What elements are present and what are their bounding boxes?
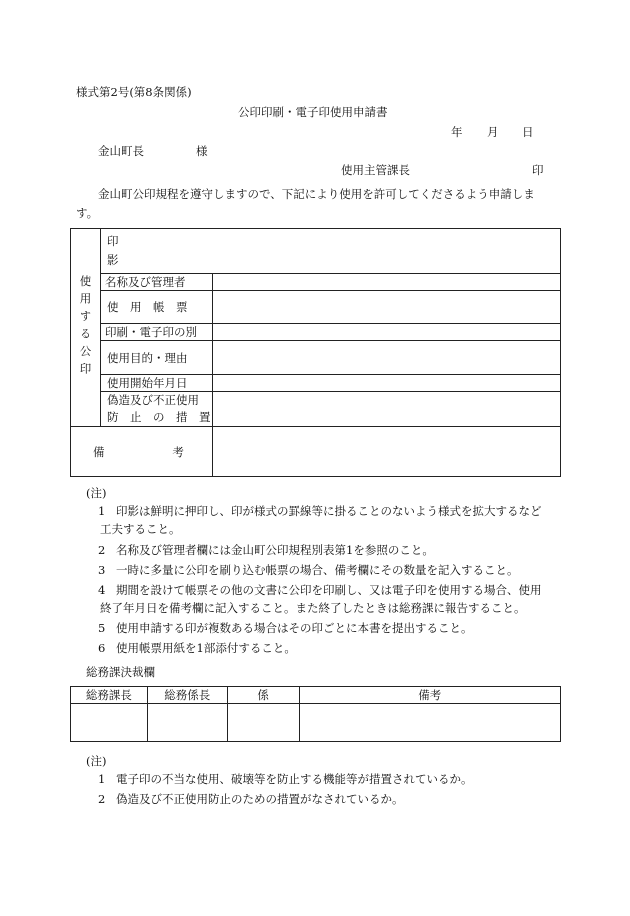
approval-cell-section-chief[interactable] (147, 704, 227, 742)
approval-table (70, 686, 561, 742)
row-label-name-manager: 名称及び管理者 (104, 275, 186, 289)
note-text: 名称及び管理者欄には金山町公印規程別表第1を参照のこと。 (116, 543, 434, 557)
date-year: 年 (451, 125, 463, 139)
applicant-seal: 印 (532, 163, 544, 177)
row-label-cell (100, 274, 212, 291)
remarks-label-1: 備 (93, 444, 105, 459)
start-date-field[interactable] (212, 375, 560, 392)
intro-line-2: す。 (76, 206, 99, 220)
row-label-cell (100, 375, 212, 392)
approval-cell-staff[interactable] (227, 704, 299, 742)
remarks-label-cell (71, 427, 213, 477)
side-label-cell (71, 229, 101, 427)
notes2-label: (注) (86, 754, 107, 768)
date-month: 月 (487, 125, 499, 139)
approval-header: 総務課長 (71, 687, 148, 704)
approval-label: 総務課決裁欄 (86, 665, 155, 679)
purpose-field[interactable] (212, 341, 560, 375)
note-text: 使用帳票用紙を1部添付すること。 (116, 641, 296, 655)
addressee-name: 金山町長 (98, 144, 144, 158)
seal-impression-label-1: 印 (106, 234, 119, 248)
remarks-field[interactable] (212, 427, 560, 477)
note-text: 使用申請する印が複数ある場合はその印ごとに本書を提出すること。 (116, 621, 473, 635)
row-label-forms: 使 用 帳 票 (106, 300, 188, 314)
approval-header: 総務係長 (147, 687, 227, 704)
note-number: 2 (98, 543, 106, 557)
seal-impression-field[interactable] (212, 229, 560, 274)
note-text: 電子印の不当な使用、破壊等を防止する機能等が措置されているか。 (116, 772, 473, 786)
note-number: 1 (98, 504, 106, 518)
row-label-prevention-2: 防 止 の 措 置 (106, 410, 211, 424)
note-text: 偽造及び不正使用防止のための措置がなされているか。 (116, 792, 404, 806)
row-label-cell (100, 392, 212, 427)
row-label-cell (100, 291, 212, 324)
approval-header: 係 (227, 687, 299, 704)
print-type-field[interactable] (212, 324, 560, 341)
application-table (70, 228, 561, 477)
notes1-list (86, 502, 556, 657)
prevention-field[interactable] (212, 392, 560, 427)
row-label-start-date: 使用開始年月日 (106, 376, 188, 390)
remarks-label-2: 考 (172, 444, 184, 459)
side-label: 使用する公印 (78, 275, 93, 380)
note-number: 1 (98, 772, 106, 786)
row-label-purpose: 使用目的・理由 (106, 350, 188, 365)
notes2-list (86, 770, 556, 808)
row-label-cell (100, 324, 212, 341)
note-number: 2 (98, 792, 106, 806)
addressee-honorific: 様 (196, 144, 208, 158)
row-label-print-type: 印刷・電子印の別 (104, 325, 197, 339)
name-manager-field[interactable] (212, 274, 560, 291)
seal-impression-label-cell (100, 229, 212, 274)
note-text: 期間を設けて帳票その他の文書に公印を印刷し、又は電子印を使用する場合、使用 (116, 583, 542, 597)
approval-cell-remarks[interactable] (299, 704, 560, 742)
note-number: 4 (98, 583, 106, 597)
row-label-prevention-1: 偽造及び不正使用 (106, 393, 199, 407)
note-cont: 終了年月日を備考欄に記入すること。また終了したときは総務課に報告すること。 (100, 601, 526, 615)
note-number: 5 (98, 621, 106, 635)
seal-impression-label-2: 影 (106, 253, 119, 267)
approval-header: 備考 (299, 687, 560, 704)
note-number: 6 (98, 641, 106, 655)
row-label-cell (100, 341, 212, 375)
approval-cell-chief[interactable] (71, 704, 148, 742)
forms-field[interactable] (212, 291, 560, 324)
note-text: 印影は鮮明に押印し、印が様式の罫線等に掛ることのないよう様式を拡大するなど (116, 504, 542, 518)
form-id: 様式第2号(第8条関係) (76, 85, 192, 99)
page-title: 公印印刷・電子印使用申請書 (238, 105, 388, 119)
note-number: 3 (98, 563, 106, 577)
notes1-label: (注) (86, 486, 107, 500)
applicant-label: 使用主管課長 (341, 163, 410, 177)
note-cont: 工夫すること。 (100, 522, 181, 536)
intro-line-1: 金山町公印規程を遵守しますので、下記により使用を許可してくださるよう申請しま (98, 187, 535, 201)
note-text: 一時に多量に公印を刷り込む帳票の場合、備考欄にその数量を記入すること。 (116, 563, 519, 577)
date-day: 日 (522, 125, 534, 139)
